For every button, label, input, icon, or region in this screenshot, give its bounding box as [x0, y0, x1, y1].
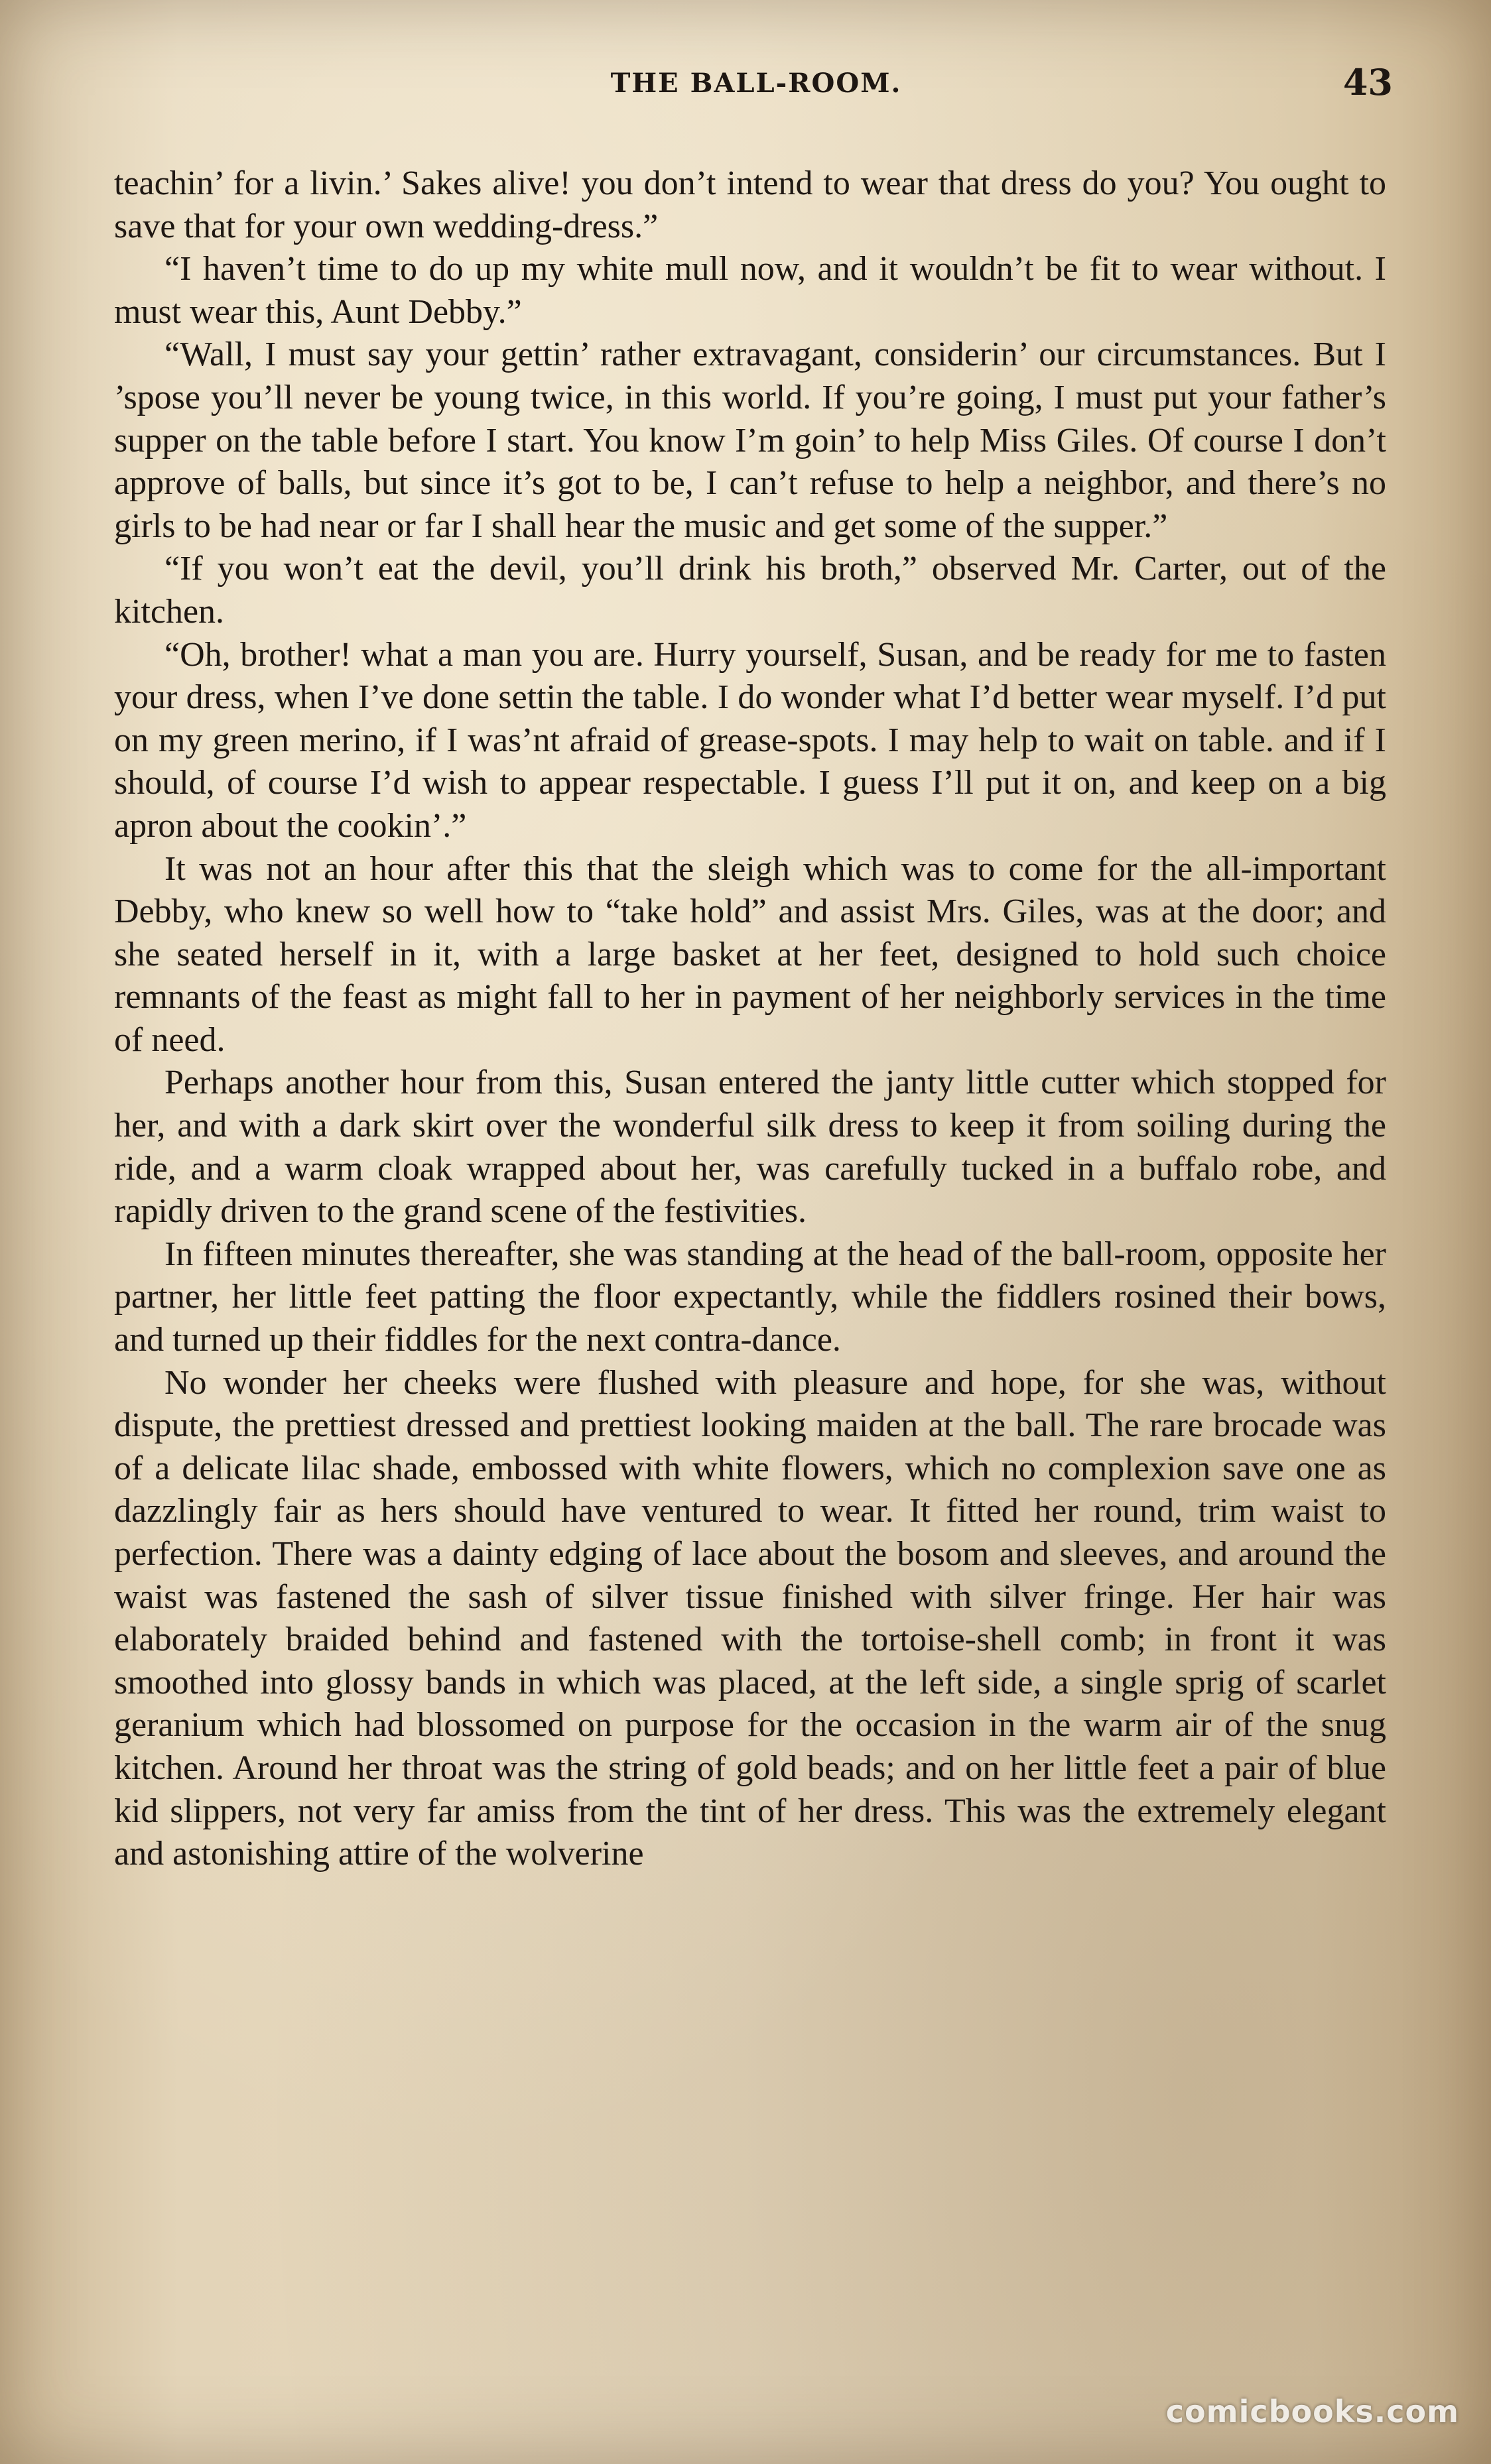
paragraph: No wonder her cheeks were flushed with pleasure and hope, for she was, without dispute, the prettiest dressed and prettiest looking maiden at the ball. The rare brocade was of a delicate lilac shade, embossed with white flowers, which no complexion save one as dazzlingly fair as hers should have ventured to wear. It fitted her round, trim waist to perfection. There was a dainty edging of lace about the bosom and sleeves, and around the waist was fastened the sash of silver tissue finished with silver fringe. Her hair was elaborately braided behind and fastened with the tortoise-shell comb; in front it was smoothed into glossy bands in which was placed, at the left side, a single sprig of scarlet geranium which had blossomed on purpose for the occasion in the warm air of the snug kitchen. Around her throat was the string of gold beads; and on her little feet a pair of blue kid slippers, not very far amiss from the tint of her dress. This was the extremely elegant and astonishing attire of the wolverine	[114, 1363, 1386, 1873]
paragraph: “Wall, I must say your gettin’ rather extravagant, considerin’ our circumstances. But I ’spose you’ll never be young twice, in this world. If you’re going, I must put your father’s supper on the table before I start. You know I’m goin’ to help Miss Giles. Of course I don’t approve of balls, but since it’s got to be, I can’t refuse to help a neighbor, and there’s no girls to be had near or far I shall hear the music and get some of the supper.”	[114, 336, 1386, 545]
paragraph: In fifteen minutes thereafter, she was standing at the head of the ball-room, opposite her partner, her little feet patting the floor expectantly, while the fiddlers rosined their bows, and turned up their fiddles for the next contra-dance.	[114, 1235, 1386, 1359]
paragraph: It was not an hour after this that the sleigh which was to come for the all-important Debby, who knew so well how to “take hold” and assist Mrs. Giles, was at the door; and she seated herself in it, with a large basket at her feet, designed to hold such choice remnants of the feast as might fall to her in payment of her neighborly services in the time of need.	[114, 849, 1386, 1059]
running-title: THE BALL-ROOM.	[610, 68, 902, 99]
paragraph: Perhaps another hour from this, Susan entered the janty little cutter which stopped for her, and with a dark skirt over the wonderful silk dress to keep it from soiling during the ride, and a warm cloak wrapped about her, was carefully tucked in a buffalo robe, and rapidly driven to the grand scene of the festivities.	[114, 1064, 1386, 1231]
running-head	[119, 61, 1393, 114]
paragraph: teachin’ for a livin.’ Sakes alive! you don’t intend to wear that dress do you? You ought to save that for your own wedding-dress.”	[114, 164, 1386, 245]
site-watermark: comicbooks.com	[1165, 2394, 1459, 2430]
paragraph: “Oh, brother! what a man you are. Hurry yourself, Susan, and be ready for me to fasten your dress, when I’ve done settin the table. I do wonder what I’d better wear myself. I’d put on my green merino, if I was’nt afraid of grease-spots. I may help to wait on table. and if I should, of course I’d wish to appear respectable. I guess I’ll put it on, and keep on a big apron about the cookin’.”	[114, 635, 1386, 845]
page-number: 43	[1342, 61, 1393, 103]
body-text	[114, 162, 1386, 1876]
paragraph: “If you won’t eat the devil, you’ll drink his broth,” observed Mr. Carter, out of the kitchen.	[114, 550, 1386, 631]
paragraph: “I haven’t time to do up my white mull now, and it wouldn’t be fit to wear without. I must wear this, Aunt Debby.”	[114, 250, 1386, 331]
